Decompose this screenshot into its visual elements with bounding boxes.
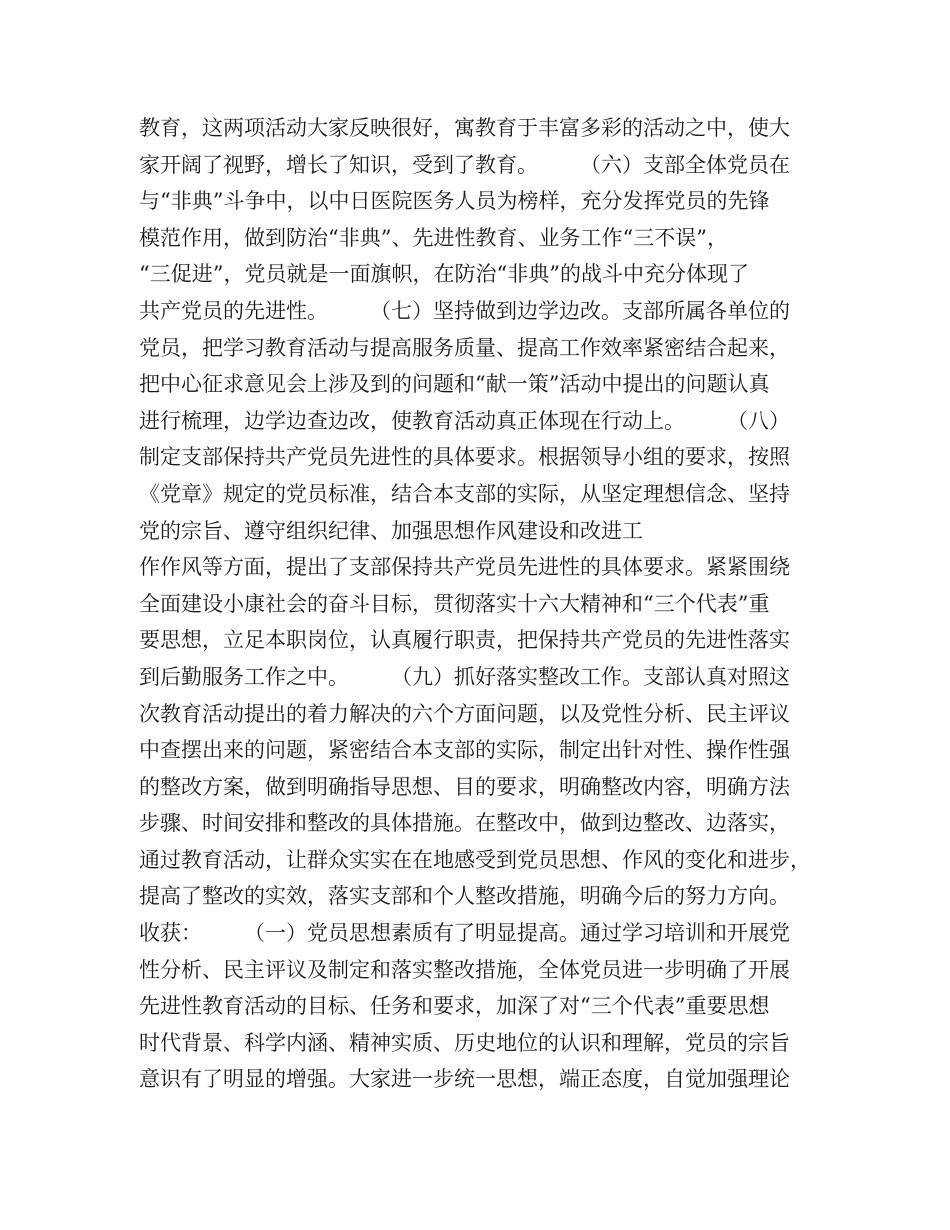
text-line: 党的宗旨、遵守组织纪律、加强思想作风建设和改进工 (139, 518, 643, 543)
text-line: 时代背景、科学内涵、精神实质、历史地位的认识和理解，党员的宗旨 (139, 1030, 790, 1055)
text-line: 共产党员的先进性。 （七）坚持做到边学边改。支部所属各单位的 (139, 298, 790, 323)
text-line: 中查摆出来的问题，紧密结合本支部的实际，制定出针对性、操作性强 (139, 738, 790, 763)
text-line: 先进性教育活动的目标、任务和要求，加深了对“三个代表”重要思想 (139, 994, 770, 1019)
text-line: 的整改方案，做到明确指导思想、目的要求，明确整改内容，明确方法 (139, 774, 790, 799)
text-line: 全面建设小康社会的奋斗目标，贯彻落实十六大精神和“三个代表”重 (139, 591, 770, 616)
text-line: 性分析、民主评议及制定和落实整改措施，全体党员进一步明确了开展 (139, 957, 790, 982)
text-line: 把中心征求意见会上涉及到的问题和“献一策”活动中提出的问题认真 (139, 372, 770, 397)
text-line: 《党章》规定的党员标准，结合本支部的实际，从坚定理想信念、坚持 (139, 481, 790, 506)
text-line: 模范作用，做到防治“非典”、先进性教育、业务工作“三不误”， (139, 225, 728, 250)
text-line: 与“非典”斗争中，以中日医院医务人员为榜样，充分发挥党员的先锋 (139, 189, 770, 214)
text-line: 家开阔了视野，增长了知识，受到了教育。 （六）支部全体党员在 (139, 152, 790, 177)
text-line: 收获： （一）党员思想素质有了明显提高。通过学习培训和开展党 (139, 921, 790, 946)
text-line: 通过教育活动，让群众实实在在地感受到党员思想、作风的变化和进步， (139, 847, 811, 872)
text-line: 进行梳理，边学边查边改，使教育活动真正体现在行动上。 （八） (139, 408, 790, 433)
text-line: 次教育活动提出的着力解决的六个方面问题，以及党性分析、民主评议 (139, 701, 790, 726)
text-line: 党员，把学习教育活动与提高服务质量、提高工作效率紧密结合起来， (139, 335, 790, 360)
text-line: 作作风等方面，提出了支部保持共产党员先进性的具体要求。紧紧围绕 (139, 555, 790, 580)
text-line: 步骤、时间安排和整改的具体措施。在整改中，做到边整改、边落实， (139, 811, 790, 836)
text-line: 教育，这两项活动大家反映很好，寓教育于丰富多彩的活动之中，使大 (139, 116, 790, 140)
text-line: “三促进”，党员就是一面旗帜，在防治“非典”的战斗中充分体现了 (139, 262, 749, 287)
text-line: 提高了整改的实效，落实支部和个人整改措施，明确今后的努力方向。 (139, 884, 790, 909)
text-line: 到后勤服务工作之中。 （九）抓好落实整改工作。支部认真对照这 (139, 664, 790, 689)
document-body (139, 110, 839, 1098)
text-line: 意识有了明显的增强。大家进一步统一思想，端正态度，自觉加强理论 (139, 1067, 790, 1092)
text-line: 制定支部保持共产党员先进性的具体要求。根据领导小组的要求，按照 (139, 445, 790, 470)
text-line: 要思想，立足本职岗位，认真履行职责，把保持共产党员的先进性落实 (139, 628, 790, 653)
